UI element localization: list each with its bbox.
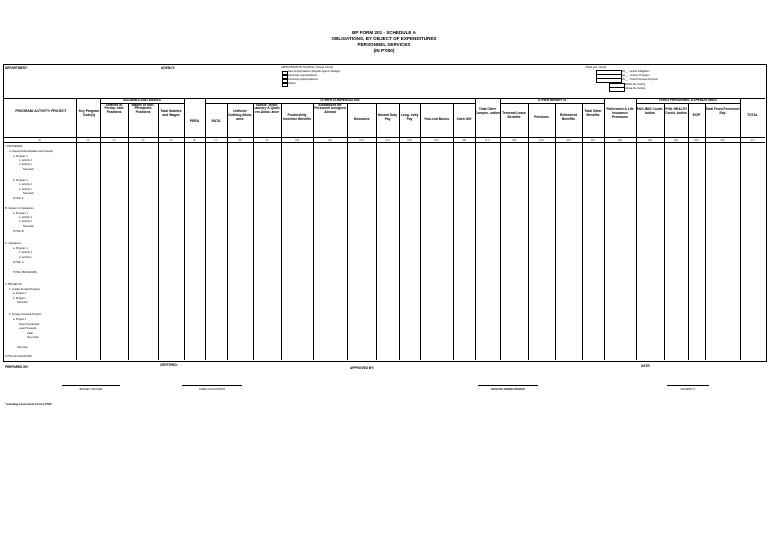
program-row-label: Sub-total (17, 301, 28, 304)
program-row-label: b. Project n (13, 297, 27, 300)
productivity-column-header: Productivity Incentive Benefits (282, 113, 312, 121)
program-row-label: 2. Activity n (19, 188, 33, 191)
other-benefits-group-header: OTHER BENEFITS (537, 97, 567, 102)
column-number: (4) (141, 138, 145, 142)
approved-by-label: APPROVED BY: (350, 366, 375, 370)
salaries-wages-group-header: SALARIES AND WAGES (123, 97, 161, 102)
program-row-label: 2. Activity n (19, 163, 33, 166)
column-number: (15) (434, 138, 439, 142)
total-salaries-column-header: Total Salaries and Wages (160, 109, 182, 117)
program-row-label: C. Operations (5, 242, 22, 245)
chief-accountant-label: CHIEF ACCOUNTANT (198, 388, 226, 391)
total-column-header: TOTAL (747, 113, 758, 117)
column-number: (26) (720, 138, 725, 142)
program-row-label: a. Program 1 (13, 212, 28, 215)
column-number: (16) (461, 138, 467, 142)
column-number: (22) (617, 138, 623, 142)
head-of-agency-label: HEAD OF AGENCY/OFFICE (491, 388, 525, 391)
program-row-label: a. Program 1 (13, 155, 28, 158)
retirement-column-header: Retirement Benefits (559, 113, 578, 121)
terminal-leave-column-header: Terminal Leave Benefits (502, 111, 526, 119)
actual-obligation-label: 20__ - Actual Obligation (622, 70, 650, 73)
column-number: (7) (214, 138, 218, 142)
certified-label: CERTIFIED: (160, 363, 178, 367)
form-section-title: PERSONNEL SERVICES (357, 42, 411, 47)
appropriation-source-title: APPROPRIATION SOURCE: (Please Check) (281, 66, 334, 69)
above-ceiling-label: Above the Ceiling (625, 87, 646, 90)
ecip-column-header: ECIP (692, 113, 701, 117)
new-appropriations-label: New Appropriations (Regular Agency Budget) (288, 70, 341, 73)
key-program-column-header: Key Program Code(s) (78, 109, 100, 117)
subsistence-column-header: Subsis- tence, Laundry & Quart- ers Allow- ance (253, 102, 281, 115)
program-row-label: II. PROJECTS (5, 283, 22, 286)
column-number: (24) (673, 138, 679, 142)
total-fixed-column-header: Total Fixed Personnel Exp (705, 107, 740, 115)
column-number: (14) (407, 138, 412, 142)
program-row-label: TOTAL A (13, 197, 24, 200)
total-other-comp-column-header: Total Other Compen- sation (475, 107, 500, 115)
longevity-column-header: Long- evity Pay (400, 113, 419, 121)
program-row-label: Cash (27, 332, 34, 335)
wages-nonperm-column-header: Wages of Non- Permanent Positions (131, 102, 155, 115)
others-label: Others (288, 82, 296, 85)
column-number: (17) (485, 138, 490, 142)
program-row-label: I. PROGRAMS (5, 145, 23, 148)
column-number: (12) (359, 138, 364, 142)
program-row-label: a. Project 1 (13, 318, 27, 321)
column-number: (10) (294, 138, 300, 142)
column-number: (8) (238, 138, 242, 142)
column-number: (6) (193, 138, 196, 142)
column-number: (23) (647, 138, 653, 142)
allowances-abroad-column-header: Allowances for Personnel Assigned Abroad (314, 102, 346, 115)
proposed-program-label: 20__ - Total Proposed Program (622, 78, 658, 81)
program-row-label: TOTAL ALLOCATIONS (5, 355, 32, 358)
column-number: (21) (590, 138, 596, 142)
pera-column-header: PERA (189, 119, 200, 123)
pensions-column-header: Pensions (534, 115, 549, 119)
column-number: (3) (112, 138, 116, 142)
agency-label: AGENCY: (161, 66, 176, 70)
uniform-column-header: Uniform/ Clothing Allow- ance (227, 109, 253, 121)
program-column-header: PROGRAM/ ACTIVITY/ PROJECT (15, 109, 67, 113)
column-number: (11) (327, 138, 333, 142)
program-row-label: TOTAL PROGRAMS (13, 271, 37, 274)
within-ceiling-label: Within the Ceiling (625, 83, 646, 86)
form-title: BP FORM 201 - SCHEDULE A (352, 30, 416, 35)
column-number: (5) (169, 138, 173, 142)
program-row-label: 1. Locally-Funded Projects (9, 288, 40, 291)
date-label: DATE: (641, 364, 651, 368)
salaries-perm-column-header: Salaries of Perma- nent Positions (104, 102, 124, 115)
program-row-label: Sub-total (23, 225, 34, 228)
program-row-label: Sub-total (17, 346, 28, 349)
automatic-appropriations-label: Automatic Appropriations (288, 74, 317, 77)
column-number: (19) (539, 138, 544, 142)
honoraria-column-header: Honoraria (353, 117, 370, 121)
retirement-insurance-column-header: Retirement & Life Insurance Premiums (606, 107, 634, 119)
program-row-label: Loan Proceeds (19, 327, 37, 330)
philhealth-column-header: PHIL HEALTH Contri- bution (665, 107, 687, 115)
form-subtitle: OBLIGATIONS, BY OBJECT OF EXPENDITURES (331, 36, 437, 41)
column-number: (13) (385, 138, 390, 142)
column-number: (1) (38, 138, 41, 142)
column-number: (27) (750, 138, 755, 142)
program-row-label: 2. Activity n (19, 220, 33, 223)
pagibig-column-header: PAG-IBIG Contri- bution (636, 107, 664, 115)
year-title: YEAR (pls. check): (585, 66, 607, 69)
form-units: (IN P'000) (373, 48, 395, 53)
department-label: DEPARTMENT: (5, 66, 28, 70)
program-row-label: a. Project 1 (13, 292, 27, 295)
program-row-label: TOTAL C (13, 261, 24, 264)
program-row-label: Sub-total (23, 168, 34, 171)
program-row-label: a. Program 1 (13, 247, 28, 250)
program-row-label: 1. Activity 1 (19, 216, 33, 219)
current-program-label: 20__ - Current Program (622, 74, 650, 77)
total-other-benefits-column-header: Total Other Benefits (584, 109, 602, 117)
rata-column-header: RATA (211, 119, 221, 123)
program-row-label: b. Program n (13, 179, 28, 182)
date-format-label: (DD/MM/YY) (680, 388, 696, 391)
program-row-label: Sub-total (23, 192, 34, 195)
cash-gift-column-header: Cash Gift (456, 117, 472, 121)
continuing-appropriations-label: Continuing Appropriations (288, 78, 318, 81)
footnote: * Including Assessment Cost by PhilP (5, 403, 52, 406)
column-number: (9) (265, 138, 269, 142)
column-number: (2) (86, 138, 90, 142)
program-row-label: Peso Counterpart (19, 323, 40, 326)
program-row-label: 1. Activity 1 (19, 251, 33, 254)
column-number: (25) (694, 138, 699, 142)
program-row-label: 2. Activity n (19, 256, 33, 259)
budget-officer-label: BUDGET OFFICER (79, 388, 103, 391)
year-end-column-header: Year-end Bonus (423, 117, 450, 121)
program-row-label: B. Support to Operations (5, 207, 34, 210)
program-row-label: A. General Administration and Support (9, 150, 54, 153)
column-number: (18) (511, 138, 517, 142)
program-row-label: 1. Activity 1 (19, 183, 33, 186)
column-number: (20) (566, 138, 571, 142)
other-compensation-group-header: OTHER COMPENSATION (320, 97, 360, 102)
program-row-label: 1. Activity 1 (19, 159, 33, 162)
program-row-label: TOTAL B (13, 230, 24, 233)
hazard-column-header: Hazard Duty Pay (377, 113, 398, 121)
prepared-by-label: PREPARED BY: (5, 365, 29, 369)
fixed-personnel-group-header: FIXED PERSONNEL EXPENDITURES (659, 97, 717, 102)
program-row-label: 2. Foreign-Assisted Projects (9, 313, 42, 316)
program-row-label: Non-Cash (27, 336, 39, 339)
